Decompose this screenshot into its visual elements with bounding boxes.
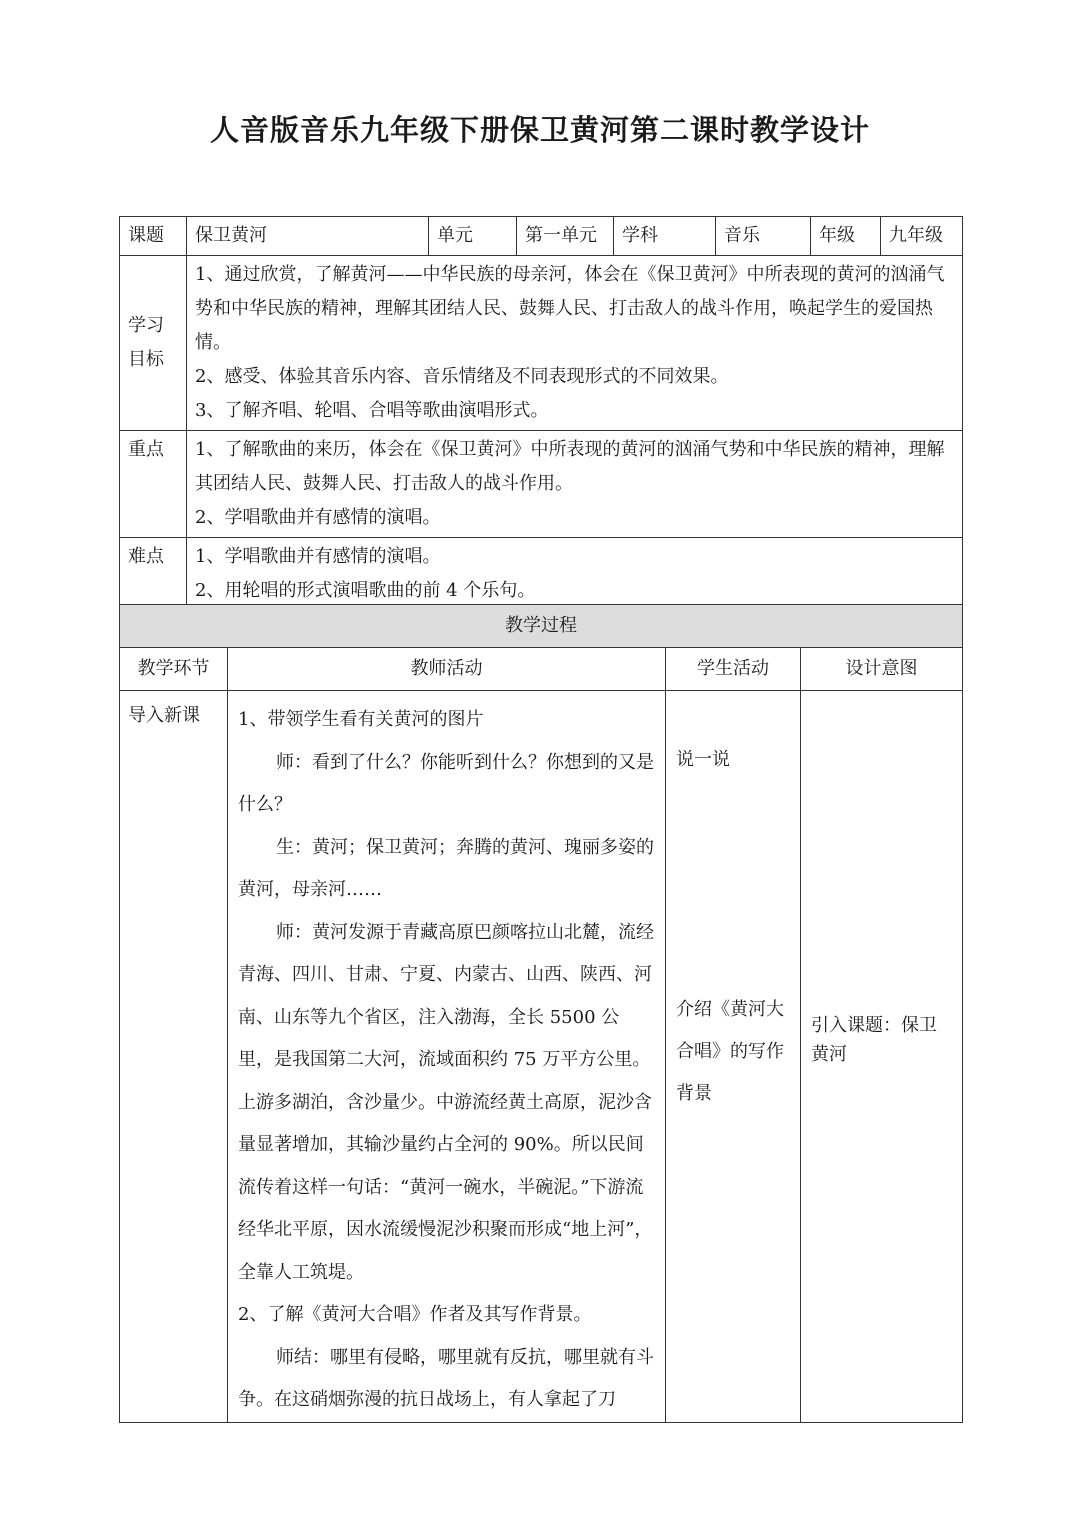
difficulty-item: 1、学唱歌曲并有感情的演唱。	[195, 546, 441, 567]
difficulties-label: 难点	[120, 538, 187, 611]
objectives-label-line1: 学习	[128, 315, 164, 336]
difficulties-content	[187, 538, 963, 611]
lesson-info-table	[119, 216, 963, 611]
column-header: 学生活动	[666, 648, 801, 691]
objective-item: 3、了解齐唱、轮唱、合唱等歌曲演唱形式。	[195, 400, 549, 421]
topic-value: 保卫黄河	[187, 217, 429, 256]
teaching-process-table	[119, 604, 963, 1423]
key-point-item: 2、学唱歌曲并有感情的演唱。	[195, 507, 441, 528]
key-points-row	[120, 431, 963, 538]
design-intent-cell	[801, 691, 963, 1423]
column-header: 教学环节	[120, 648, 228, 691]
column-header-row	[120, 648, 963, 691]
column-header: 设计意图	[801, 648, 963, 691]
teacher-activity-cell	[228, 691, 666, 1423]
difficulty-item: 2、用轮唱的形式演唱歌曲的前 4 个乐句。	[195, 580, 536, 601]
teacher-paragraph: 2、了解《黄河大合唱》作者及其写作背景。	[238, 1304, 592, 1325]
info-row	[120, 217, 963, 256]
key-point-item: 1、了解歌曲的来历，体会在《保卫黄河》中所表现的黄河的汹涌气势和中华民族的精神，理解其团结人民、鼓舞人民、打击敌人的战斗作用。	[195, 439, 945, 494]
unit-label: 单元	[429, 217, 517, 256]
objectives-label	[120, 256, 187, 431]
key-points-content	[187, 431, 963, 538]
teacher-paragraph: 师：黄河发源于青藏高原巴颜喀拉山北麓，流经青海、四川、甘肃、宁夏、内蒙古、山西、陕西、河南、山东等九个省区，注入渤海，全长 5500 公里，是我国第二大河，流域面积约 75 万平方公里。上游多湖泊，含沙量少。中游流经黄土高原，泥沙含量显著增加，其输沙量约占全河的 90%。所以民间流传着这样一句话：“黄河一碗水，半碗泥。”下游流经华北平原，因水流缓慢泥沙积聚而形成“地上河”，全靠人工筑堤。	[238, 921, 654, 1283]
objective-item: 2、感受、体验其音乐内容、音乐情绪及不同表现形式的不同效果。	[195, 366, 729, 387]
unit-value: 第一单元	[517, 217, 614, 256]
objectives-content	[187, 256, 963, 431]
teacher-paragraph: 师结：哪里有侵略，哪里就有反抗，哪里就有斗争。在这硝烟弥漫的抗日战场上，有人拿起了刀	[238, 1346, 654, 1410]
student-activity-item: 介绍《黄河大合唱》的写作背景	[676, 999, 784, 1104]
subject-value: 音乐	[716, 217, 811, 256]
grade-label: 年级	[811, 217, 881, 256]
teacher-paragraph: 师：看到了什么？你能听到什么？你想到的又是什么？	[238, 751, 654, 815]
objectives-row	[120, 256, 963, 431]
process-heading: 教学过程	[120, 605, 963, 648]
objectives-label-line2: 目标	[128, 349, 164, 370]
student-activity-cell	[666, 691, 801, 1423]
grade-value: 九年级	[881, 217, 963, 256]
key-points-label: 重点	[120, 431, 187, 538]
page-title: 人音版音乐九年级下册保卫黄河第二课时教学设计	[209, 113, 870, 147]
difficulties-row	[120, 538, 963, 611]
design-intent-text: 引入课题：保卫黄河	[811, 1015, 937, 1065]
teacher-paragraph: 生：黄河；保卫黄河；奔腾的黄河、瑰丽多姿的黄河，母亲河……	[238, 836, 654, 900]
stage-cell: 导入新课	[120, 691, 228, 1423]
topic-label: 课题	[120, 217, 187, 256]
teacher-paragraph: 1、带领学生看有关黄河的图片	[238, 709, 484, 730]
column-header: 教师活动	[228, 648, 666, 691]
objective-item: 1、通过欣赏，了解黄河——中华民族的母亲河，体会在《保卫黄河》中所表现的黄河的汹涌气势和中华民族的精神，理解其团结人民、鼓舞人民、打击敌人的战斗作用，唤起学生的爱国热情。	[195, 264, 945, 353]
process-row	[120, 691, 963, 1423]
subject-label: 学科	[614, 217, 716, 256]
process-heading-row	[120, 605, 963, 648]
student-activity-item: 说一说	[676, 749, 730, 770]
